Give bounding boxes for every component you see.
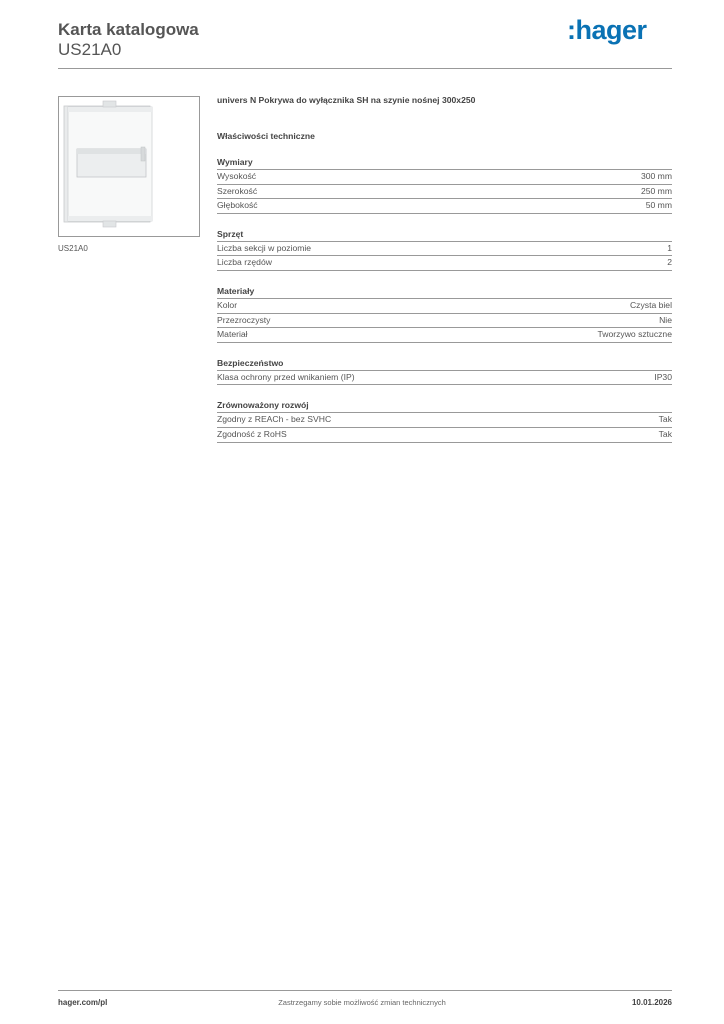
header-divider — [58, 68, 672, 69]
cover-panel-illustration — [59, 97, 199, 236]
property-label: Kolor — [217, 299, 238, 310]
property-label: Liczba sekcji w poziomie — [217, 242, 312, 253]
property-group-title: Zrównoważony rozwój — [217, 400, 309, 411]
property-label: Materiał — [217, 329, 248, 340]
property-value: 300 mm — [640, 171, 672, 181]
property-row — [217, 255, 672, 270]
property-row — [217, 327, 672, 342]
product-details — [217, 94, 672, 443]
footer-disclaimer: Zastrzegamy sobie możliwość zmian technicznych — [278, 998, 446, 1007]
hager-logo: :hager — [567, 15, 647, 45]
document-title: Karta katalogowa — [58, 20, 199, 39]
image-caption: US21A0 — [58, 244, 88, 253]
property-label: Głębokość — [217, 200, 258, 211]
property-group-title: Sprzęt — [217, 228, 244, 239]
property-row — [217, 169, 672, 184]
footer-date: 10.01.2026 — [631, 998, 672, 1007]
property-label: Zgodny z REACh - bez SVHC — [217, 414, 332, 425]
property-group-title: Materiały — [217, 285, 255, 296]
property-row — [217, 184, 672, 199]
property-table — [217, 169, 672, 214]
property-value: Czysta biel — [629, 299, 672, 310]
property-group-title: Bezpieczeństwo — [217, 357, 284, 368]
property-group-title: Wymiary — [217, 157, 253, 167]
property-row — [217, 198, 672, 213]
property-table — [217, 241, 672, 271]
property-value: Tak — [658, 414, 672, 425]
property-label: Przezroczysty — [217, 314, 271, 325]
property-value: Tak — [658, 428, 672, 439]
technical-properties-heading: Właściwości techniczne — [217, 131, 315, 141]
product-title: univers N Pokrywa do wyłącznika SH na szynie nośnej 300x250 — [217, 95, 476, 105]
property-row — [217, 427, 672, 442]
property-value: Tworzywo sztuczne — [597, 329, 672, 340]
property-row — [217, 370, 672, 385]
property-label: Klasa ochrony przed wnikaniem (IP) — [217, 371, 355, 382]
property-value: 1 — [667, 242, 672, 253]
product-image — [58, 96, 200, 237]
property-row — [217, 412, 672, 427]
footer-website: hager.com/pl — [58, 998, 108, 1007]
property-label: Szerokość — [217, 185, 258, 196]
property-row — [217, 313, 672, 328]
property-label: Zgodność z RoHS — [217, 428, 287, 439]
property-table — [217, 370, 672, 386]
property-table — [217, 298, 672, 343]
property-row — [217, 241, 672, 256]
footer-divider — [58, 990, 672, 991]
product-code: US21A0 — [58, 40, 122, 59]
property-value: 250 mm — [640, 185, 672, 196]
property-value: 2 — [667, 257, 672, 268]
property-value: Nie — [659, 314, 672, 325]
property-label: Wysokość — [217, 171, 257, 181]
property-label: Liczba rzędów — [217, 257, 272, 268]
property-value: IP30 — [654, 371, 672, 382]
property-value: 50 mm — [645, 200, 672, 211]
property-row — [217, 298, 672, 313]
property-table — [217, 412, 672, 442]
property-groups — [217, 156, 672, 443]
